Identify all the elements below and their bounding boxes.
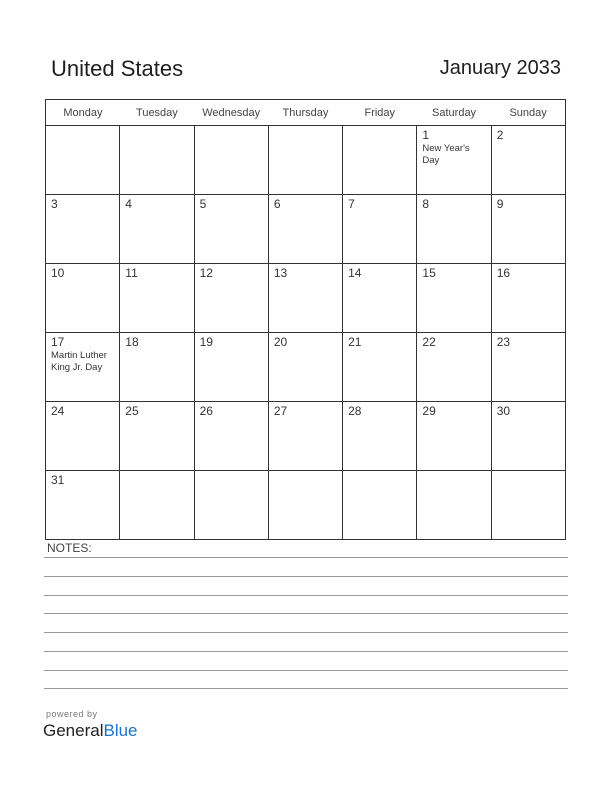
day-number: 28 — [348, 404, 362, 418]
calendar-day-cell — [194, 471, 268, 540]
holiday-label: New Year's Day — [422, 143, 470, 166]
calendar-day-cell — [268, 402, 342, 471]
calendar-day-cell — [343, 126, 417, 195]
calendar-day-cell — [268, 471, 342, 540]
calendar-day-cell — [343, 333, 417, 402]
day-number: 3 — [51, 197, 58, 211]
day-number: 15 — [422, 266, 436, 280]
calendar-day-cell — [268, 195, 342, 264]
calendar-week-row — [46, 264, 566, 333]
calendar-country-title: United States — [51, 56, 184, 81]
weekday-header: Sunday — [491, 100, 565, 126]
day-number: 1 — [422, 128, 430, 142]
calendar-day-cell — [46, 402, 120, 471]
calendar-day-cell — [343, 402, 417, 471]
calendar-week-row — [46, 126, 566, 195]
notes-line — [44, 613, 568, 614]
calendar-day-cell — [120, 195, 194, 264]
notes-line — [44, 595, 568, 596]
calendar-day-cell — [268, 264, 342, 333]
calendar-day-cell — [194, 264, 268, 333]
notes-label: NOTES: — [47, 541, 92, 555]
calendar-day-cell — [491, 333, 565, 402]
weekday-header: Thursday — [268, 100, 342, 126]
calendar-day-cell — [46, 333, 120, 402]
calendar-day-cell — [46, 195, 120, 264]
day-number: 7 — [348, 197, 355, 211]
day-number: 22 — [422, 335, 436, 349]
weekday-header: Friday — [343, 100, 417, 126]
weekday-header-row — [46, 100, 566, 126]
calendar-day-cell — [194, 195, 268, 264]
notes-line — [44, 576, 568, 577]
calendar-day-cell — [417, 333, 491, 402]
day-number: 8 — [422, 197, 430, 211]
day-number: 23 — [496, 335, 511, 349]
calendar-week-row — [46, 333, 566, 402]
notes-line — [44, 557, 568, 558]
notes-line — [44, 688, 568, 689]
calendar-day-cell — [46, 471, 120, 540]
day-number: 24 — [51, 404, 65, 418]
brand-logo — [43, 721, 138, 741]
day-number: 2 — [496, 128, 504, 142]
calendar-day-cell — [120, 333, 194, 402]
day-number: 11 — [125, 266, 138, 280]
calendar-week-row — [46, 402, 566, 471]
calendar-day-cell — [120, 126, 194, 195]
calendar-day-cell — [268, 333, 342, 402]
calendar-day-cell — [194, 333, 268, 402]
powered-by-text: powered by — [46, 709, 98, 719]
calendar-day-cell — [46, 264, 120, 333]
day-number: 17 — [51, 335, 65, 349]
weekday-header: Tuesday — [120, 100, 194, 126]
calendar-day-cell — [417, 126, 491, 195]
calendar-day-cell — [491, 264, 565, 333]
day-number: 5 — [199, 197, 207, 211]
calendar-month-title: January 2033 — [439, 57, 561, 79]
day-number: 12 — [199, 266, 213, 280]
calendar-day-cell — [46, 126, 120, 195]
day-number: 25 — [125, 404, 139, 418]
calendar-day-cell — [120, 264, 194, 333]
day-number: 16 — [496, 266, 511, 280]
notes-line — [44, 670, 568, 671]
calendar-day-cell — [417, 264, 491, 333]
weekday-header: Saturday — [417, 100, 491, 126]
day-number: 14 — [348, 266, 362, 280]
brand-general: General — [43, 721, 104, 740]
calendar-day-cell — [194, 402, 268, 471]
calendar-day-cell — [491, 471, 565, 540]
weekday-header: Wednesday — [194, 100, 268, 126]
calendar-day-cell — [194, 126, 268, 195]
calendar-week-row — [46, 195, 566, 264]
holiday-label: Martin Luther King Jr. Day — [51, 350, 107, 373]
day-number: 13 — [273, 266, 288, 280]
day-number: 18 — [125, 335, 139, 349]
calendar-day-cell — [120, 402, 194, 471]
calendar-day-cell — [417, 402, 491, 471]
day-number: 31 — [51, 473, 65, 487]
calendar-day-cell — [417, 471, 491, 540]
weekday-header: Monday — [46, 100, 120, 126]
day-number: 9 — [496, 197, 504, 211]
calendar-day-cell — [491, 126, 565, 195]
calendar-day-cell — [491, 402, 565, 471]
day-number: 10 — [51, 266, 65, 280]
day-number: 4 — [125, 197, 132, 211]
day-number: 20 — [273, 335, 288, 349]
calendar-day-cell — [120, 471, 194, 540]
calendar-day-cell — [417, 195, 491, 264]
day-number: 21 — [348, 335, 362, 349]
notes-line — [44, 651, 568, 652]
calendar-grid — [45, 99, 566, 540]
brand-blue: Blue — [103, 721, 138, 740]
calendar-day-cell — [268, 126, 342, 195]
day-number: 6 — [273, 197, 281, 211]
calendar-day-cell — [491, 195, 565, 264]
calendar-day-cell — [343, 195, 417, 264]
day-number: 26 — [199, 404, 213, 418]
day-number: 19 — [199, 335, 213, 349]
notes-line — [44, 632, 568, 633]
day-number: 29 — [422, 404, 436, 418]
day-number: 30 — [496, 404, 511, 418]
calendar-week-row — [46, 471, 566, 540]
calendar-day-cell — [343, 264, 417, 333]
calendar-day-cell — [343, 471, 417, 540]
day-number: 27 — [273, 404, 288, 418]
